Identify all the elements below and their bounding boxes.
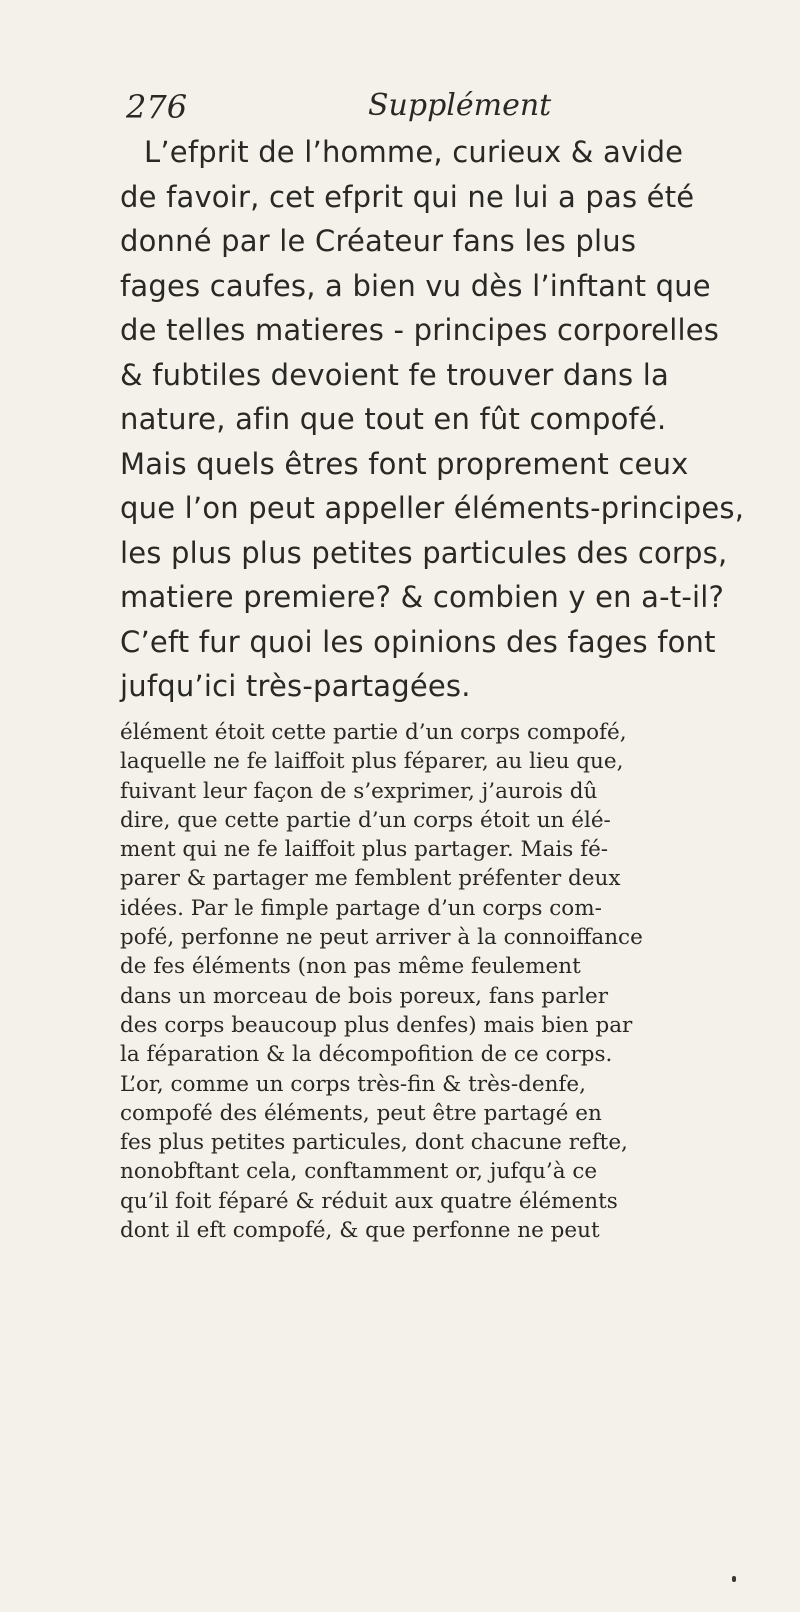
footnote-line: ment qui ne fe laiffoit plus partager. Mais fé- (120, 837, 609, 863)
footnote-line: L’or, comme un corps très-fin & très-denfe, (120, 1071, 586, 1097)
footnote-line: dire, que cette partie d’un corps étoit un élé- (120, 807, 611, 833)
text-line: L’efprit de l’homme, curieux & avide (144, 135, 684, 169)
footnote-line: pofé, perfonne ne peut arriver à la connoiffance (120, 925, 643, 951)
footnote-line: dont il eft compofé, & que perfonne ne peut (120, 1218, 600, 1244)
ink-speck (732, 1576, 736, 1582)
text-line: & fubtiles devoient fe trouver dans la (120, 357, 670, 392)
footnote-line: compofé des éléments, peut être partagé en (120, 1100, 602, 1126)
footnote-line: laquelle ne fe laiffoit plus féparer, au lieu que, (120, 749, 624, 775)
footnote-line: parer & partager me femblent préfenter deux (120, 866, 621, 892)
page-header (0, 88, 800, 128)
footnote-line: de fes éléments (non pas même feulement (120, 954, 581, 980)
page-number: 276 (126, 88, 188, 126)
text-line: les plus plus petites particules des corps, (120, 535, 728, 570)
text-line: C’eft fur quoi les opinions des fages font (120, 624, 716, 659)
footnote (120, 718, 790, 1245)
text-line: de favoir, cet efprit qui ne lui a pas été (120, 179, 695, 214)
text-line: de telles matieres - principes corporelles (120, 313, 720, 347)
text-line: jufqu’ici très-partagées. (120, 669, 471, 703)
text-line: Mais quels êtres font proprement ceux (120, 446, 689, 481)
footnote-line: qu’il foit féparé & réduit aux quatre éléments (120, 1188, 618, 1214)
running-title: Supplément (368, 88, 552, 123)
footnote-line: fuivant leur façon de s’exprimer, j’aurois dû (120, 778, 598, 804)
footnote-line: idées. Par le fimple partage d’un corps com- (120, 895, 602, 921)
footnote-line: dans un morceau de bois poreux, fans parler (120, 983, 609, 1009)
footnote-line: nonobftant cela, conftamment or, jufqu’à ce (120, 1159, 598, 1185)
text-line: que l’on peut appeller éléments-principes, (120, 491, 745, 525)
text-line: fages caufes, a bien vu dès l’inftant que (120, 268, 711, 303)
footnote-line: des corps beaucoup plus denfes) mais bien par (120, 1012, 633, 1038)
main-paragraph (120, 130, 790, 709)
footnote-line: fes plus petites particules, dont chacune refte, (120, 1130, 628, 1156)
text-line: matiere premiere? & combien y en a-t-il? (120, 580, 725, 614)
footnote-line: élément étoit cette partie d’un corps compofé, (120, 720, 627, 745)
footnote-line: la féparation & la décompofition de ce corps. (120, 1042, 613, 1068)
text-line: nature, afin que tout en fût compofé. (120, 402, 667, 436)
text-line: donné par le Créateur fans les plus (120, 224, 637, 258)
